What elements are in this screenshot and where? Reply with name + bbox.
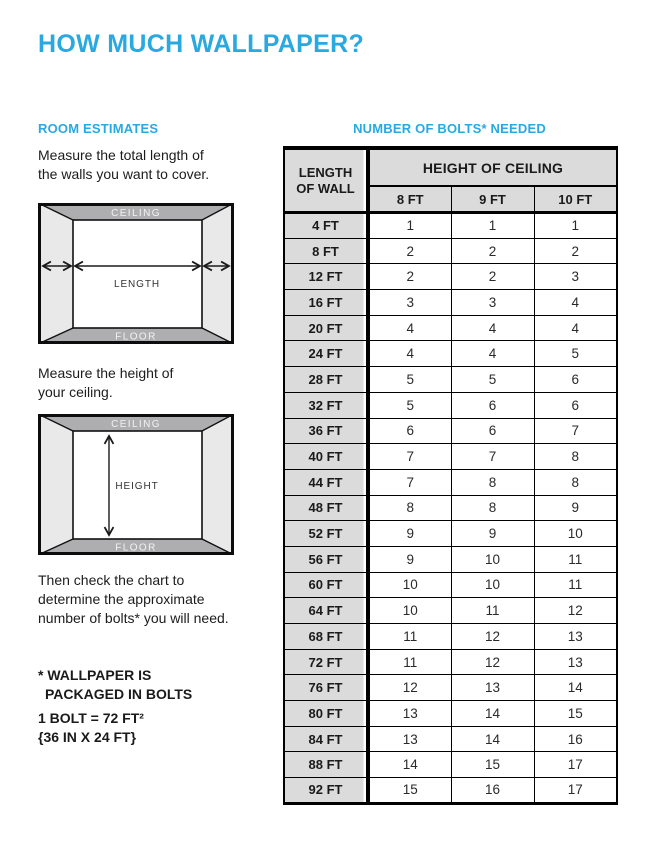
bolt-count-cell: 11 xyxy=(368,624,451,650)
bolt-count-cell: 9 xyxy=(534,495,617,521)
ceiling-label: CEILING xyxy=(111,419,161,430)
bolt-count-cell: 16 xyxy=(451,778,534,804)
room-estimates-heading: ROOM ESTIMATES xyxy=(38,121,159,136)
bolt-count-cell: 6 xyxy=(451,418,534,444)
bolt-count-cell: 11 xyxy=(451,598,534,624)
table-row xyxy=(284,495,617,521)
wall-length-cell: 80 FT xyxy=(284,701,368,727)
step1-instruction xyxy=(38,146,209,184)
bolt-count-cell: 13 xyxy=(451,675,534,701)
left-wall-panel xyxy=(38,414,73,555)
bolt-count-cell: 15 xyxy=(451,752,534,778)
bolt-count-cell: 2 xyxy=(451,238,534,264)
bolt-count-cell: 2 xyxy=(451,264,534,290)
bolt-count-cell: 13 xyxy=(368,701,451,727)
table-row xyxy=(284,649,617,675)
table-row xyxy=(284,392,617,418)
wall-length-cell: 16 FT xyxy=(284,290,368,316)
wall-length-cell: 64 FT xyxy=(284,598,368,624)
footnote-line1: * WALLPAPER IS xyxy=(38,667,152,683)
step3-line1: Then check the chart to xyxy=(38,572,185,588)
bolt-count-cell: 16 xyxy=(534,726,617,752)
wall-length-cell: 44 FT xyxy=(284,469,368,495)
bolt-count-cell: 17 xyxy=(534,752,617,778)
bolt-count-cell: 5 xyxy=(451,367,534,393)
table-row xyxy=(284,469,617,495)
wall-length-cell: 36 FT xyxy=(284,418,368,444)
height-measure-label: HEIGHT xyxy=(115,481,159,492)
wall-length-cell: 92 FT xyxy=(284,778,368,804)
ceiling-8ft-header: 8 FT xyxy=(368,186,451,213)
bolt-count-cell: 2 xyxy=(368,264,451,290)
ceiling-9ft-header: 9 FT xyxy=(451,186,534,213)
step3-line3: number of bolts* you will need. xyxy=(38,610,229,626)
wall-length-cell: 52 FT xyxy=(284,521,368,547)
bolt-count-cell: 10 xyxy=(368,572,451,598)
bolt-count-cell: 4 xyxy=(534,315,617,341)
bolt-count-cell: 7 xyxy=(368,444,451,470)
bolt-count-cell: 9 xyxy=(368,546,451,572)
table-row xyxy=(284,264,617,290)
wall-length-cell: 48 FT xyxy=(284,495,368,521)
height-of-ceiling-header: HEIGHT OF CEILING xyxy=(368,148,617,186)
bolt-count-cell: 7 xyxy=(368,469,451,495)
bolt-count-cell: 6 xyxy=(451,392,534,418)
table-row xyxy=(284,572,617,598)
table-row xyxy=(284,315,617,341)
corner-header-line1: LENGTH xyxy=(298,164,353,180)
right-wall-panel xyxy=(202,203,234,344)
bolt-count-cell: 1 xyxy=(451,213,534,239)
wall-length-cell: 4 FT xyxy=(284,213,368,239)
bolt-count-cell: 14 xyxy=(451,726,534,752)
height-diagram xyxy=(38,414,234,555)
bolt-count-cell: 3 xyxy=(451,290,534,316)
table-row xyxy=(284,238,617,264)
bolt-count-cell: 14 xyxy=(534,675,617,701)
bolt-count-cell: 11 xyxy=(534,572,617,598)
step2-line1: Measure the height of xyxy=(38,365,174,381)
table-row xyxy=(284,778,617,804)
footnote-line2: PACKAGED IN BOLTS xyxy=(45,686,193,702)
table-row xyxy=(284,521,617,547)
bolt-count-cell: 8 xyxy=(534,444,617,470)
bolt-count-cell: 5 xyxy=(368,367,451,393)
step2-line2: your ceiling. xyxy=(38,384,113,400)
bolt-count-cell: 6 xyxy=(368,418,451,444)
step1-line1: Measure the total length of xyxy=(38,147,204,163)
bolt-count-cell: 10 xyxy=(368,598,451,624)
bolt-count-cell: 1 xyxy=(534,213,617,239)
bolt-count-cell: 6 xyxy=(534,367,617,393)
wall-length-cell: 56 FT xyxy=(284,546,368,572)
floor-label: FLOOR xyxy=(115,542,157,554)
bolt-count-cell: 13 xyxy=(534,624,617,650)
length-diagram xyxy=(38,203,234,344)
bolt-count-cell: 13 xyxy=(368,726,451,752)
wall-length-cell: 60 FT xyxy=(284,572,368,598)
bolt-count-cell: 8 xyxy=(368,495,451,521)
bolt-count-cell: 9 xyxy=(451,521,534,547)
wall-length-cell: 32 FT xyxy=(284,392,368,418)
bolt-count-cell: 14 xyxy=(451,701,534,727)
bolt-footnote xyxy=(38,666,192,704)
bolt-count-cell: 8 xyxy=(451,495,534,521)
bolt-count-cell: 14 xyxy=(368,752,451,778)
bolt-size-info xyxy=(38,709,144,747)
wall-length-cell: 84 FT xyxy=(284,726,368,752)
bolt-count-cell: 10 xyxy=(534,521,617,547)
length-measure-label: LENGTH xyxy=(114,279,160,290)
bolt-count-cell: 12 xyxy=(534,598,617,624)
right-wall-panel xyxy=(202,414,234,555)
wall-length-cell: 12 FT xyxy=(284,264,368,290)
bolt-count-cell: 15 xyxy=(368,778,451,804)
bolt-count-cell: 3 xyxy=(534,264,617,290)
table-row xyxy=(284,726,617,752)
wall-length-cell: 40 FT xyxy=(284,444,368,470)
left-wall-panel xyxy=(38,203,73,344)
bolt-size-line1: 1 BOLT = 72 FT² xyxy=(38,710,144,726)
table-row xyxy=(284,675,617,701)
bolt-count-cell: 11 xyxy=(534,546,617,572)
ceiling-10ft-header: 10 FT xyxy=(534,186,617,213)
bolt-count-cell: 6 xyxy=(534,392,617,418)
page-title: HOW MUCH WALLPAPER? xyxy=(38,30,365,58)
bolt-count-cell: 3 xyxy=(368,290,451,316)
table-row xyxy=(284,546,617,572)
bolt-count-cell: 10 xyxy=(451,572,534,598)
bolt-count-cell: 4 xyxy=(451,315,534,341)
bolt-count-cell: 11 xyxy=(368,649,451,675)
bolt-count-cell: 4 xyxy=(368,341,451,367)
table-row xyxy=(284,290,617,316)
bolt-count-cell: 2 xyxy=(534,238,617,264)
table-row xyxy=(284,418,617,444)
bolt-table-body xyxy=(284,213,617,804)
wall-length-cell: 76 FT xyxy=(284,675,368,701)
table-row xyxy=(284,213,617,239)
bolt-count-cell: 4 xyxy=(451,341,534,367)
bolt-count-cell: 12 xyxy=(451,649,534,675)
step2-instruction xyxy=(38,364,173,402)
bolt-count-cell: 2 xyxy=(368,238,451,264)
bolts-needed-table xyxy=(283,146,618,805)
bolt-count-cell: 8 xyxy=(534,469,617,495)
wall-length-cell: 20 FT xyxy=(284,315,368,341)
bolt-count-cell: 7 xyxy=(534,418,617,444)
wall-length-cell: 28 FT xyxy=(284,367,368,393)
bolt-count-cell: 4 xyxy=(368,315,451,341)
bolt-count-cell: 5 xyxy=(534,341,617,367)
bolt-count-cell: 9 xyxy=(368,521,451,547)
step3-line2: determine the approximate xyxy=(38,591,205,607)
bolt-size-line2: {36 IN X 24 FT} xyxy=(38,729,137,745)
step3-instruction xyxy=(38,571,229,628)
bolt-count-cell: 8 xyxy=(451,469,534,495)
wall-length-cell: 68 FT xyxy=(284,624,368,650)
step1-line2: the walls you want to cover. xyxy=(38,166,210,182)
wall-length-cell: 72 FT xyxy=(284,649,368,675)
ceiling-label: CEILING xyxy=(111,208,161,219)
table-row xyxy=(284,701,617,727)
bolt-count-cell: 7 xyxy=(451,444,534,470)
wall-length-cell: 24 FT xyxy=(284,341,368,367)
bolts-needed-heading: NUMBER OF BOLTS* NEEDED xyxy=(353,121,546,136)
length-of-wall-header xyxy=(284,148,368,213)
bolt-count-cell: 12 xyxy=(451,624,534,650)
bolt-count-cell: 10 xyxy=(451,546,534,572)
wall-length-cell: 8 FT xyxy=(284,238,368,264)
table-row xyxy=(284,752,617,778)
corner-header-line2: OF WALL xyxy=(296,180,355,196)
bolt-count-cell: 15 xyxy=(534,701,617,727)
table-row xyxy=(284,341,617,367)
back-wall-panel xyxy=(73,220,202,328)
table-row xyxy=(284,624,617,650)
table-row xyxy=(284,367,617,393)
bolt-count-cell: 1 xyxy=(368,213,451,239)
table-row xyxy=(284,444,617,470)
wall-length-cell: 88 FT xyxy=(284,752,368,778)
table-row xyxy=(284,598,617,624)
bolt-count-cell: 12 xyxy=(368,675,451,701)
bolt-count-cell: 5 xyxy=(368,392,451,418)
bolt-count-cell: 4 xyxy=(534,290,617,316)
bolt-count-cell: 13 xyxy=(534,649,617,675)
bolt-count-cell: 17 xyxy=(534,778,617,804)
floor-label: FLOOR xyxy=(115,331,157,343)
